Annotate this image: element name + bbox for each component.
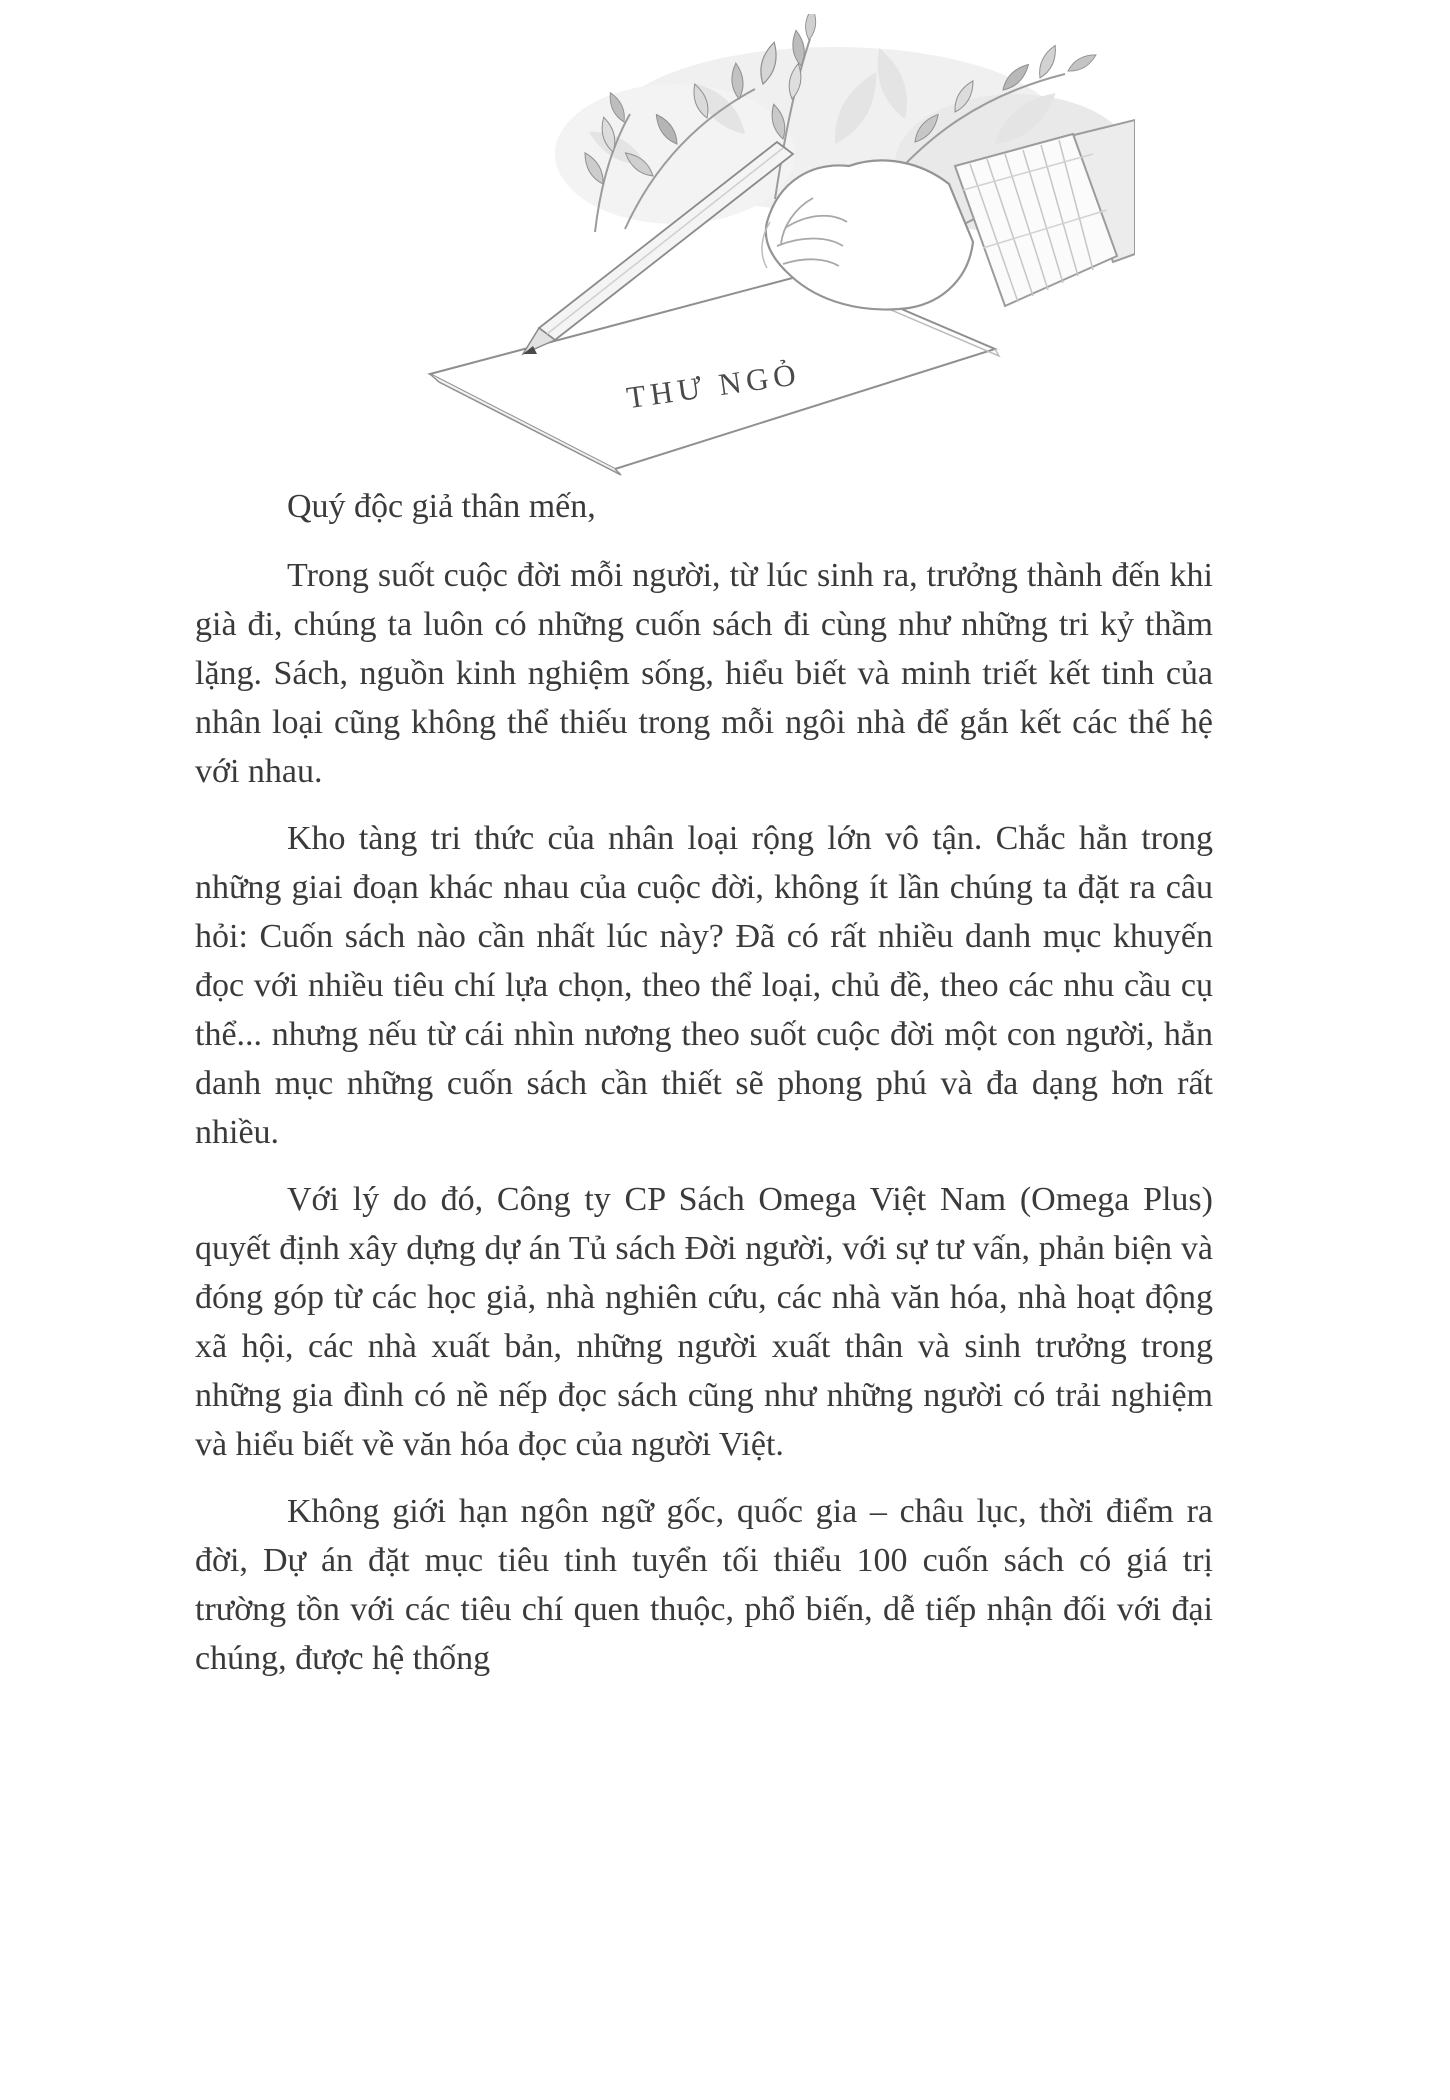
paragraph-1: Trong suốt cuộc đời mỗi người, từ lúc sinh ra, trưởng thành đến khi già đi, chúng ta luôn có những cuốn sách đi cùng như những tri kỷ thầm lặng. Sách, nguồn kinh nghiệm sống, hiểu biết và minh triết kết tinh của nhân loại cũng không thể thiếu trong mỗi ngôi nhà để gắn kết các thế hệ với nhau. bbox=[195, 557, 1213, 790]
paragraph-4: Không giới hạn ngôn ngữ gốc, quốc gia – châu lục, thời điểm ra đời, Dự án đặt mục tiêu tinh tuyển tối thiểu 100 cuốn sách có giá trị trường tồn với các tiêu chí quen thuộc, phổ biến, dễ tiếp nhận đối với đại chúng, được hệ thống bbox=[195, 1493, 1213, 1677]
writing-hand-drawing bbox=[315, 14, 1135, 479]
page-title: THƯ NGỎ bbox=[624, 356, 803, 416]
writing-hand-illustration bbox=[315, 14, 1135, 479]
paragraph-3: Với lý do đó, Công ty CP Sách Omega Việt Nam (Omega Plus) quyết định xây dựng dự án Tủ sách Đời người, với sự tư vấn, phản biện và đóng góp từ các học giả, nhà nghiên cứu, các nhà văn hóa, nhà hoạt động xã hội, các nhà xuất bản, những người xuất thân và sinh trưởng trong những gia đình có nề nếp đọc sách cũng như những người có trải nghiệm và hiểu biết về văn hóa đọc của người Việt. bbox=[195, 1181, 1213, 1463]
salutation: Quý độc giả thân mến, bbox=[287, 488, 596, 525]
paragraph-2: Kho tàng tri thức của nhân loại rộng lớn vô tận. Chắc hẳn trong những giai đoạn khác nhau của cuộc đời, không ít lần chúng ta đặt ra câu hỏi: Cuốn sách nào cần nhất lúc này? Đã có rất nhiều danh mục khuyến đọc với nhiều tiêu chí lựa chọn, theo thể loại, chủ đề, theo các nhu cầu cụ thể... nhưng nếu từ cái nhìn nương theo suốt cuộc đời một con người, hẳn danh mục những cuốn sách cần thiết sẽ phong phú và đa dạng hơn rất nhiều. bbox=[195, 820, 1213, 1151]
letter-body bbox=[195, 482, 1213, 1701]
